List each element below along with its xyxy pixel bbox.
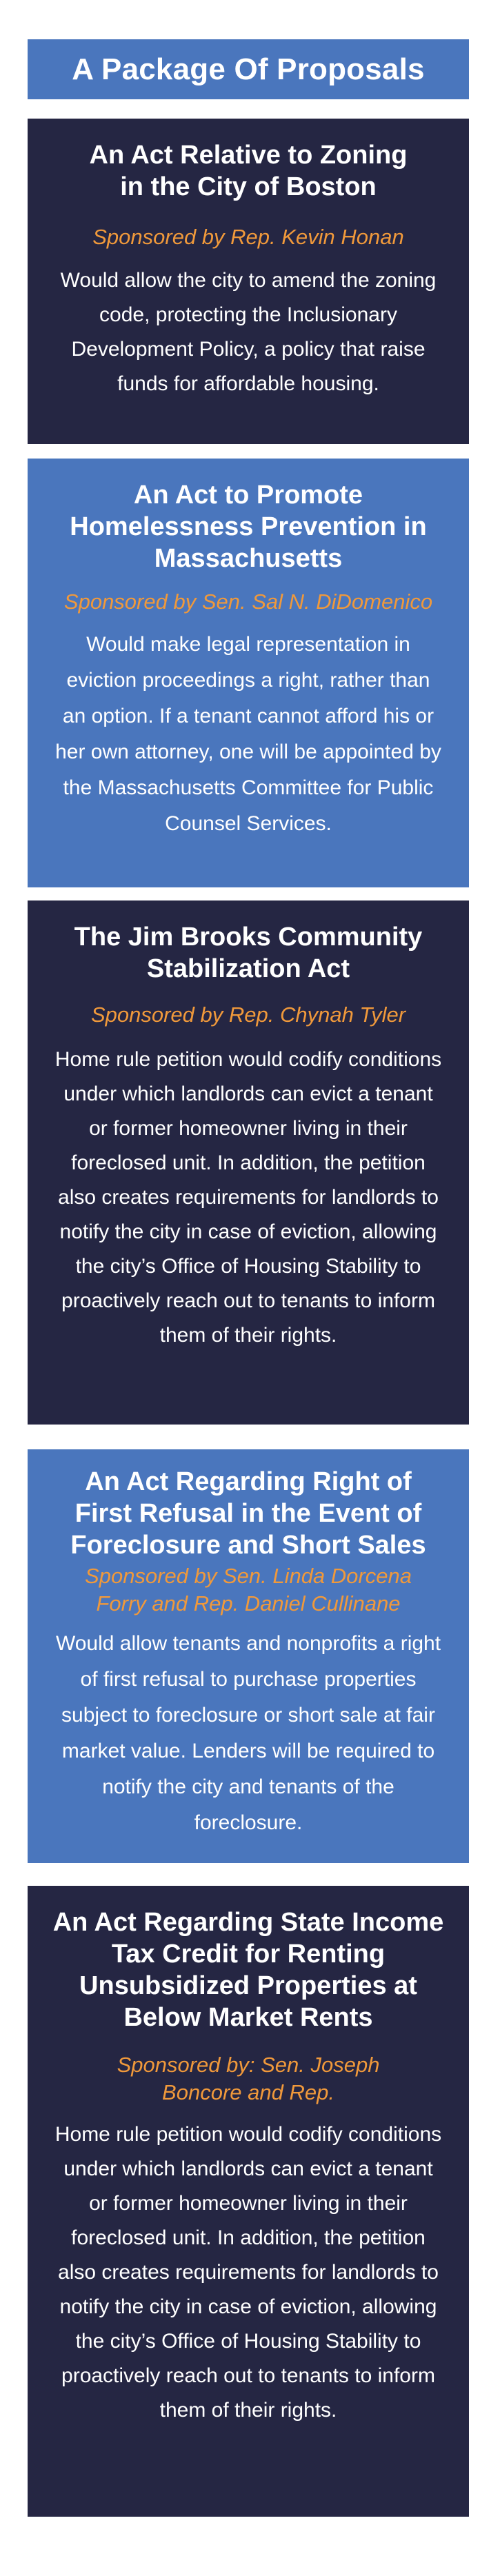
proposal-description: Would allow the city to amend the zoning code, protecting the Inclusionary Development Policy, a policy that raise funds for affordable housing. [60, 269, 437, 395]
page-title: A Package Of Proposals [72, 52, 425, 86]
proposal-sponsor: Sponsored by Sen. Linda Dorcena Forry and Rep. Daniel Cullinane [85, 1564, 412, 1616]
proposal-title: An Act Relative to Zoning in the City of Boston [89, 141, 408, 201]
page-header [28, 39, 469, 99]
proposal-card-4 [28, 1449, 469, 1863]
proposal-sponsor: Sponsored by: Sen. Joseph Boncore and Rep. [117, 2053, 380, 2104]
proposal-sponsor: Sponsored by Sen. Sal N. DiDomenico [63, 590, 433, 614]
proposal-card-2 [28, 459, 469, 887]
proposal-card-1 [28, 119, 469, 444]
proposal-description: Would make legal representation in eviction proceedings a right, rather than an option. If a tenant cannot afford his or her own attorney, one will be appointed by the Massachusetts Committee for Public Counsel Services. [55, 633, 441, 835]
proposal-title: An Act Regarding State Income Tax Credit for Renting Unsubsidized Properties at Below Market Rents [52, 1908, 444, 2032]
proposal-title: The Jim Brooks Community Stabilization Act [74, 923, 423, 983]
proposal-card-5 [28, 1886, 469, 2517]
proposal-description: Home rule petition would codify conditions under which landlords can evict a tenant or former homeowner living in their foreclosed unit. In addition, the petition also creates requirements for landlords to notify the city in case of eviction, allowing the city’s Office of Housing Stability to proactively reach out to tenants to inform them of their rights. [54, 1048, 442, 1347]
proposal-sponsor: Sponsored by Rep. Chynah Tyler [90, 1003, 406, 1027]
proposal-description: Would allow tenants and nonprofits a right of first refusal to purchase properties subject to foreclosure or short sale at fair market value. Lenders will be required to notify the city and tenants of the foreclosure. [55, 1632, 441, 1834]
proposal-title: An Act to Promote Homelessness Prevention in Massachusetts [70, 481, 427, 573]
proposal-title: An Act Regarding Right of First Refusal in the Event of Foreclosure and Short Sales [70, 1467, 426, 1560]
proposal-card-3 [28, 900, 469, 1425]
proposal-description: Home rule petition would codify conditions under which landlords can evict a tenant or former homeowner living in their foreclosed unit. In addition, the petition also creates requirements for landlords to notify the city in case of eviction, allowing the city’s Office of Housing Stability to proactively reach out to tenants to inform them of their rights. [54, 2123, 442, 2422]
proposal-sponsor: Sponsored by Rep. Kevin Honan [92, 225, 404, 249]
